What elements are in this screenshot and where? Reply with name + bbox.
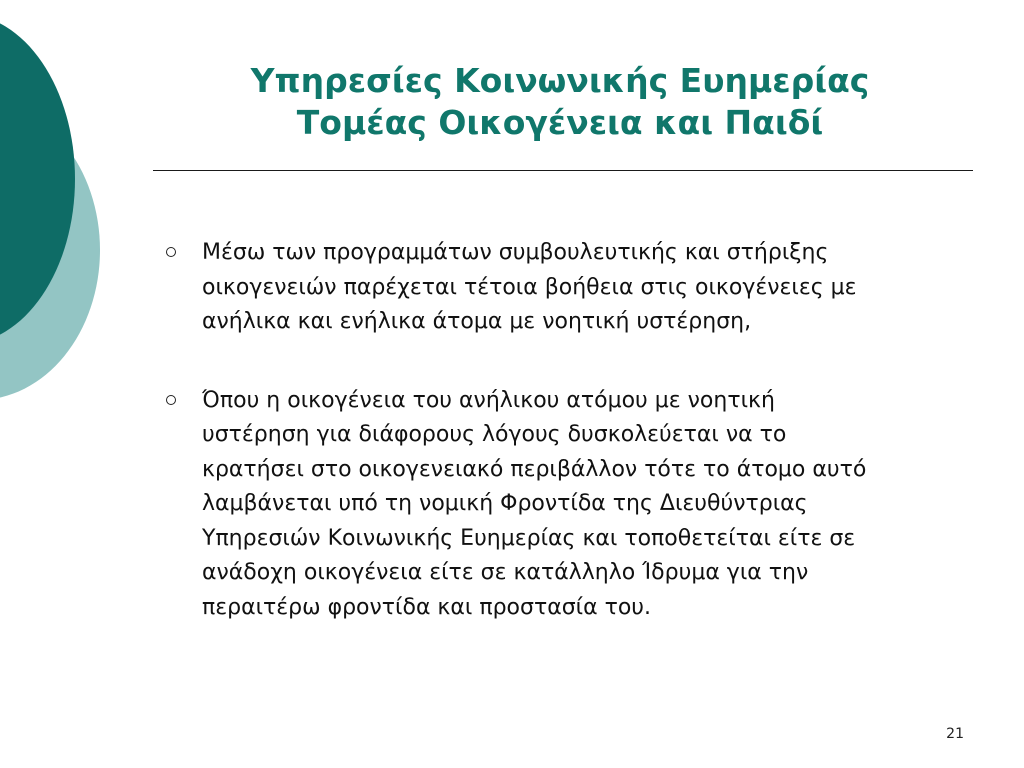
title-line: Υπηρεσίες Κοινωνικής Ευημερίας [250,61,870,100]
bullet-text-line: ανήλικα και ενήλικα άτομα με νοητική υστέρηση, [202,309,752,334]
bullet-text-line: λαμβάνεται υπό τη νομική Φροντίδα της Διευθύντριας [202,491,808,516]
bullet-text-line: Όπου η οικογένεια του ανήλικου ατόμου με νοητική [202,387,775,413]
bullet-text-line: ανάδοχη οικογένεια είτε σε κατάλληλο Ίδρυμα για την [202,560,809,585]
bullet-text-line: περαιτέρω φροντίδα και προστασία του. [202,594,652,620]
slide-title [150,60,970,144]
bullet-list [162,236,962,625]
hollow-circle-bullet-icon [166,395,176,405]
bullet-text-line: Μέσω των προγραμμάτων συμβουλευτικής και στήριξης [202,240,829,265]
bullet-text-line: κρατήσει στο οικογενειακό περιβάλλον τότε το άτομο αυτό [202,456,867,482]
title-line: Τομέας Οικογένεια και Παιδί [296,103,824,142]
hollow-circle-bullet-icon [166,247,176,257]
bullet-text-line: οικογενειών παρέχεται τέτοια βοήθεια στις οικογένειες με [202,274,857,300]
bullet-text-line: υστέρηση για διάφορους λόγους δυσκολεύεται να το [202,422,787,447]
bullet-text-line: Υπηρεσιών Κοινωνικής Ευημερίας και τοποθετείται είτε σε [202,525,856,551]
page-number: 21 [946,726,964,742]
bullet-item [162,384,962,626]
bullet-item [162,236,962,340]
title-divider [153,170,973,171]
